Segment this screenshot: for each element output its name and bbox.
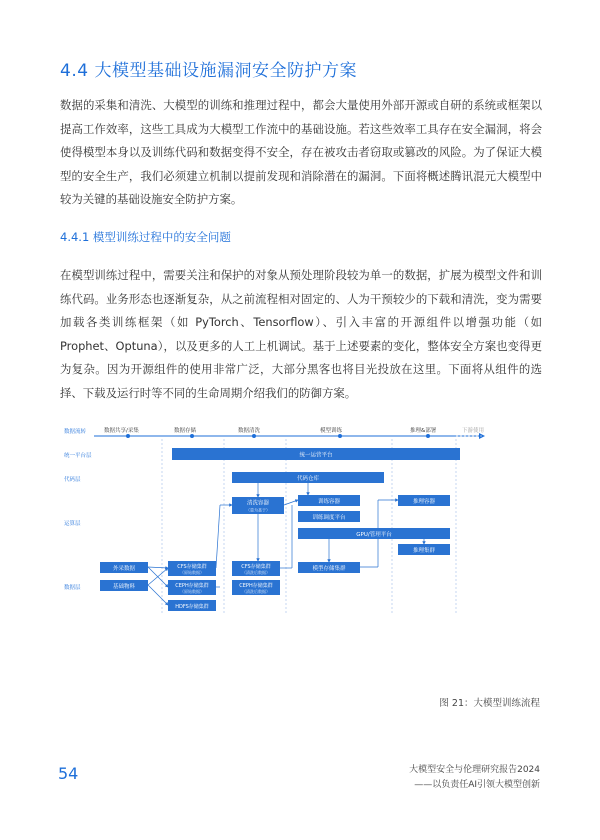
footer-title: 大模型安全与伦理研究报告2024 [409, 765, 540, 775]
training-flow-figure [58, 415, 494, 620]
clean-container-label: 清洗容器 [246, 500, 270, 507]
stage-clean: 数据清洗 [238, 428, 261, 434]
ceph-raw-sub: （原始数据） [180, 589, 204, 594]
model-storage-label: 模型存储集群 [312, 566, 346, 572]
section-paragraph: 数据的采集和清洗、大模型的训练和推理过程中，都会大量使用外部开源或自研的系统或框架以提高工作效率，这些工具成为大模型工作流中的基础设施。若这些效率工具存在安全漏洞，将会使得模型本身以及训练代码和数据变得不安全，存在被攻击者窃取或篡改的风险。为了保证大模型的安全生产，我们必须建立机制以提前发现和消除潜在的漏洞。下面将概述腾讯混元大模型中较为关键的基础设施安全防护方案。 [60, 98, 542, 207]
ceph-clean-label: CEPH存储集群 [239, 583, 273, 589]
footer-subtitle: ——以负责任AI引领大模型创新 [414, 780, 540, 790]
flow-label: 数据流转 [64, 429, 87, 435]
row-label-code: 代码层 [64, 477, 81, 483]
stage-train: 模型训练 [320, 428, 343, 434]
cfs-raw-label: CFS存储集群 [177, 564, 207, 570]
cfs-clean-label: CFS存储集群 [241, 564, 271, 570]
cfs-raw-sub: （原始数据） [180, 570, 204, 575]
train-schedule-label: 训练调度平台 [312, 515, 346, 521]
external-data-label: 外采数据 [112, 566, 136, 572]
train-container-label: 训练容器 [317, 499, 341, 505]
subsection-title: 4.4.1 模型训练过程中的安全问题 [60, 230, 231, 244]
gpu-platform-label: GPU/管理平台 [356, 532, 392, 538]
stage-storage: 数据存储 [174, 428, 197, 434]
hdfs-label: HDFS存储集群 [175, 604, 209, 610]
row-label-compute: 运算层 [64, 521, 81, 527]
subsection-paragraph: 在模型训练过程中，需要关注和保护的对象从预处理阶段较为单一的数据，扩展为模型文件和训练代码。业务形态也逐渐复杂，从之前流程相对固定的、人为干预较少的下载和清洗，变为需要加载各类训练框架（如 PyTorch、Tensorflow）、引入丰富的开源组件以增强功能（如 Prophet、Optuna），以及更多的人工上机调试。基于上述要素的变化，整体安全方案也变得更为复杂。因为开源组件的使用非常广泛，大部分黑客也将目光投放在这里。下面将从组件的选择、下载及运行时等不同的生命周期介绍我们的防御方案。 [60, 268, 542, 400]
cfs-clean-sub: （清洗后数据） [242, 570, 270, 575]
training-flow-diagram [58, 415, 494, 620]
infer-cluster-label: 推理集群 [412, 548, 436, 554]
clean-container-sub: （重为基于） [246, 507, 270, 513]
ceph-clean-sub: （清洗后数据） [242, 589, 270, 594]
ceph-raw-label: CEPH存储集群 [175, 583, 209, 589]
platform-box-label: 统一运营平台 [299, 452, 333, 459]
row-label-platform: 统一平台层 [64, 453, 92, 459]
code-repo-label: 代码仓库 [296, 476, 320, 482]
section-title: 4.4 大模型基础设施漏洞安全防护方案 [60, 61, 357, 81]
page-number: 54 [58, 764, 79, 783]
figure-caption: 图 21：大模型训练流程 [439, 698, 540, 709]
stage-downstream: 下游使用 [462, 428, 485, 434]
row-label-data: 数据层 [64, 585, 81, 591]
stage-collect: 数据共享/采集 [104, 428, 139, 434]
stage-infer: 推理&部署 [410, 428, 437, 434]
base-materials-label: 基础物料 [112, 584, 136, 590]
infer-container-label: 推理容器 [412, 499, 436, 505]
